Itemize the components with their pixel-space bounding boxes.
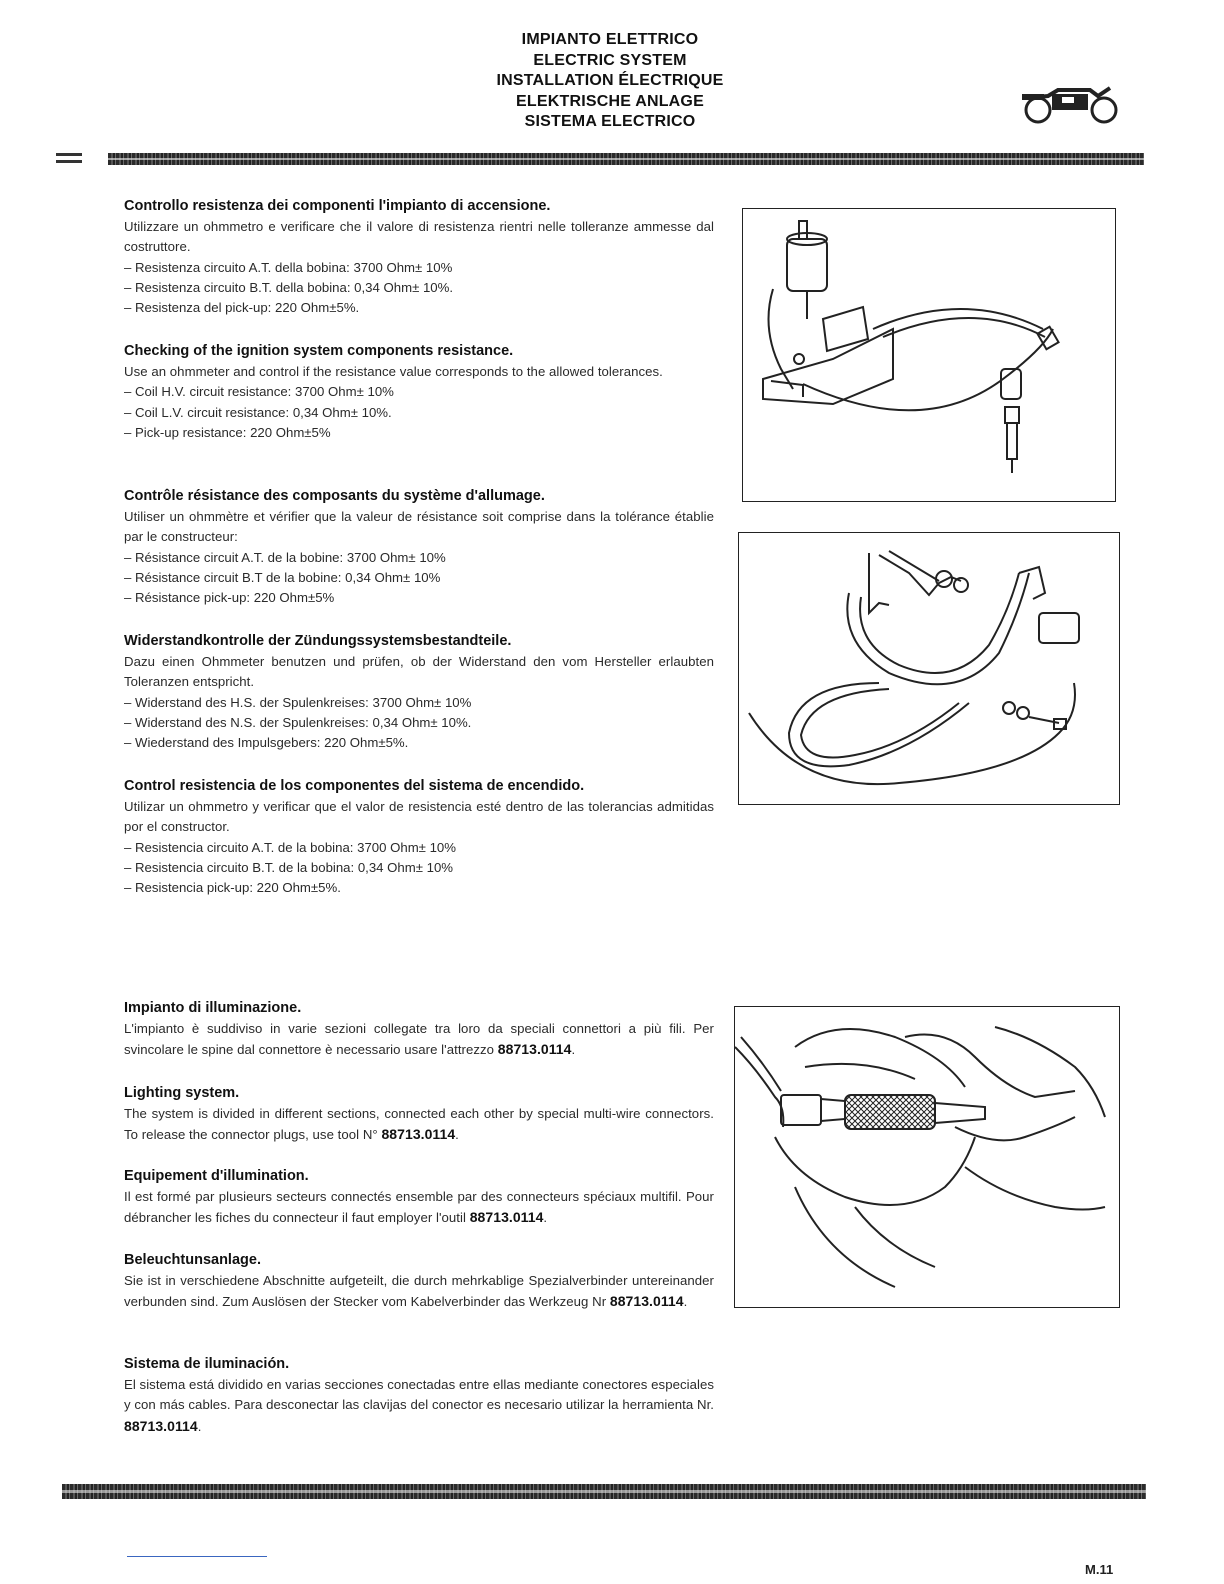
body-tail: . (455, 1127, 459, 1143)
list-item: – Coil H.V. circuit resistance: 3700 Ohm± 10% (124, 384, 394, 400)
section-title: Widerstandkontrolle der Zündungssystemsbestandteile. (124, 633, 512, 649)
body-text: El sistema está dividido en varias secciones conectadas entre ellas mediante conectores especiales y con más cables. Para desconectar las clavijas del conector es necesario utilizar la herramienta Nr. (124, 1377, 714, 1413)
figure-pickup (738, 532, 1120, 805)
lighting-it (124, 998, 714, 1061)
ignition-es (124, 776, 714, 898)
tool-number: 88713.0114 (469, 1209, 544, 1226)
body-text: Sie ist in verschiedene Abschnitte aufgeteilt, die durch mehrkablige Spezialverbinder untereinander verbunden sind. Zum Auslösen der Stecker vom Kabelverbinder das Werkzeug Nr (124, 1273, 714, 1310)
list-item: – Résistance circuit A.T. de la bobine: 3700 Ohm± 10% (124, 549, 446, 565)
header-line-en: ELECTRIC SYSTEM (533, 51, 687, 69)
section-body: Utilizar un ohmmetro y verificar que el valor de resistencia esté dentro de las tolerancias admitidas por el constructor. (124, 799, 714, 835)
list-item: – Résistance circuit B.T de la bobine: 0,34 Ohm± 10% (124, 569, 441, 585)
ignition-de (124, 631, 714, 753)
list-item: – Resistencia circuito B.T. de la bobina: 0,34 Ohm± 10% (124, 859, 454, 875)
header-line-es: SISTEMA ELECTRICO (524, 113, 696, 130)
section-title: Contrôle résistance des composants du système d'allumage. (124, 488, 545, 504)
pickup-illustration (739, 533, 1119, 804)
list-item: – Resistenza circuito B.T. della bobina: 0,34 Ohm± 10%. (124, 279, 454, 295)
lighting-es (124, 1354, 714, 1437)
ignition-en (124, 341, 714, 443)
ignition-fr (124, 486, 714, 608)
page-number: M.11 (1085, 1562, 1114, 1577)
section-title: Lighting system. (124, 1085, 240, 1101)
section-body (124, 1375, 714, 1437)
motorcycle-icon (1018, 82, 1124, 128)
list-item: – Resistencia circuito A.T. de la bobina: 3700 Ohm± 10% (124, 839, 456, 855)
section-body (124, 1019, 714, 1061)
tool-number: 88713.0114 (381, 1126, 456, 1143)
figure-ignition-coil (742, 208, 1116, 502)
footer-link-line (127, 1556, 267, 1557)
list-item: – Resistencia pick-up: 220 Ohm±5%. (124, 880, 341, 896)
body-tail: . (543, 1210, 548, 1226)
section-body (124, 1104, 714, 1146)
section-body: Use an ohmmeter and control if the resistance value corresponds to the allowed tolerances. (124, 364, 663, 379)
list-item: – Resistenza del pick-up: 220 Ohm±5%. (124, 300, 360, 316)
section-body (124, 1187, 714, 1229)
section-body: Utilizzare un ohmmetro e verificare che il valore di resistenza rientri nelle tolleranze ammesse dal costruttore. (124, 219, 714, 255)
section-body: Utiliser un ohmmètre et vérifier que la valeur de résistance soit comprise dans la tolérance établie par le constructeur: (124, 509, 714, 545)
section-title: Impianto di illuminazione. (124, 1000, 302, 1016)
list-item: – Widerstand des H.S. der Spulenkreises: 3700 Ohm± 10% (124, 694, 472, 710)
header-line-fr: INSTALLATION ÉLECTRIQUE (496, 72, 724, 89)
body-text: Il est formé par plusieurs secteurs connectés ensemble par des connecteurs spéciaux multifil. Pour débrancher les fiches du connecteur il faut employer l'outil (124, 1189, 714, 1226)
tool-number: 88713.0114 (609, 1293, 684, 1310)
lighting-fr (124, 1166, 714, 1229)
header-line-de: ELEKTRISCHE ANLAGE (516, 92, 704, 110)
lighting-en (124, 1083, 714, 1146)
section-title: Sistema de iluminación. (124, 1356, 290, 1372)
ignition-it (124, 196, 714, 318)
figure-connector-tool (734, 1006, 1120, 1308)
list-item: – Wiederstand des Impulsgebers: 220 Ohm±5%. (124, 735, 409, 751)
list-item: – Widerstand des N.S. der Spulenkreises: 0,34 Ohm± 10%. (124, 714, 472, 730)
section-body: Dazu einen Ohmmeter benutzen und prüfen, ob der Widerstand den vom Hersteller erlaubten Toleranzen entspricht. (124, 654, 714, 690)
section-body (124, 1271, 714, 1313)
bottom-rule (62, 1484, 1146, 1499)
section-title: Equipement d'illumination. (124, 1168, 309, 1184)
body-tail: . (571, 1042, 576, 1058)
tool-number: 88713.0114 (497, 1041, 572, 1058)
list-item: – Pick-up resistance: 220 Ohm±5% (124, 424, 331, 440)
body-tail: . (683, 1294, 688, 1310)
lighting-de (124, 1250, 714, 1313)
list-item: – Coil L.V. circuit resistance: 0,34 Ohm± 10%. (124, 404, 392, 420)
list-item: – Résistance pick-up: 220 Ohm±5% (124, 590, 335, 606)
page-header (440, 30, 780, 133)
connector-tool-illustration (735, 1007, 1119, 1307)
body-text: The system is divided in different sections, connected each other by special multi-wire connectors. To release the connector plugs, use tool N° (124, 1106, 714, 1143)
section-title: Beleuchtunsanlage. (124, 1252, 261, 1268)
list-item: – Resistenza circuito A.T. della bobina: 3700 Ohm± 10% (124, 259, 453, 275)
ignition-coil-illustration (743, 209, 1115, 501)
body-tail: . (197, 1418, 202, 1434)
section-tab-marker (56, 153, 82, 173)
header-line-it: IMPIANTO ELETTRICO (521, 31, 699, 48)
section-title: Control resistencia de los componentes del sistema de encendido. (124, 778, 585, 794)
body-text: L'impianto è suddiviso in varie sezioni collegate tra loro da speciali connettori a più fili. Per svincolare le spine dal connettore è necessario usare l'attrezzo (124, 1021, 714, 1058)
section-title: Checking of the ignition system components resistance. (124, 343, 514, 359)
top-rule (108, 153, 1144, 165)
section-title: Controllo resistenza dei componenti l'impianto di accensione. (124, 198, 551, 214)
tool-number: 88713.0114 (124, 1417, 198, 1434)
